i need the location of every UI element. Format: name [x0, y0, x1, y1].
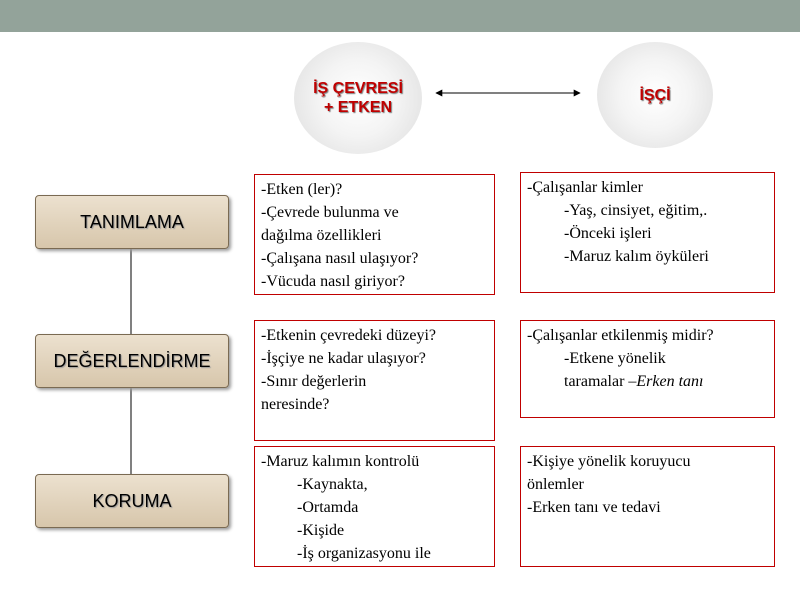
worker-label: İŞÇİ: [639, 86, 671, 104]
step-degerlendirme: DEĞERLENDİRME: [35, 334, 229, 388]
step-tanimlama: TANIMLAMA: [35, 195, 229, 249]
box-line: -Çalışanlar etkilenmiş midir?: [527, 327, 714, 344]
box-line: -Vücuda nasıl giriyor?: [261, 273, 405, 290]
box-line: -Etkene yönelik: [564, 350, 666, 367]
box-line: önlemler: [527, 476, 584, 493]
box-line: -Sınır değerlerin: [261, 373, 367, 390]
box-line: -İşçiye ne kadar ulaşıyor?: [261, 350, 426, 367]
box-line: -Kişide: [297, 522, 345, 539]
box-line: -Ortamda: [297, 499, 359, 516]
box-line: -Maruz kalım öyküleri: [564, 248, 709, 265]
box-line: -Kaynakta,: [297, 476, 368, 493]
box-line: -Maruz kalımın kontrolü: [261, 453, 420, 470]
box-line: -Etkenin çevredeki düzeyi?: [261, 327, 437, 344]
box-line: -Etken (ler)?: [261, 181, 343, 198]
box-line: -Çevrede bulunma ve: [261, 204, 399, 221]
early-diagnosis-text: Erken tanı: [636, 373, 704, 390]
box-line: -Çalışanlar kimler: [527, 179, 643, 196]
screening-text: taramalar –: [564, 373, 637, 390]
box-line: -Erken tanı ve tedavi: [527, 499, 661, 516]
step-koruma: KORUMA: [35, 474, 229, 528]
box-line: dağılma özellikleri: [261, 227, 382, 244]
work-environment-label: İŞ ÇEVRESİ + ETKEN: [313, 80, 403, 116]
box-line: -Yaş, cinsiyet, eğitim,.: [564, 202, 708, 219]
box-line: -Kişiye yönelik koruyucu: [527, 453, 691, 470]
box-line: -Önceki işleri: [564, 225, 652, 242]
box-line: -Çalışana nasıl ulaşıyor?: [261, 250, 419, 267]
box-line: -İş organizasyonu ile: [297, 545, 431, 562]
box-line: neresinde?: [261, 396, 330, 413]
